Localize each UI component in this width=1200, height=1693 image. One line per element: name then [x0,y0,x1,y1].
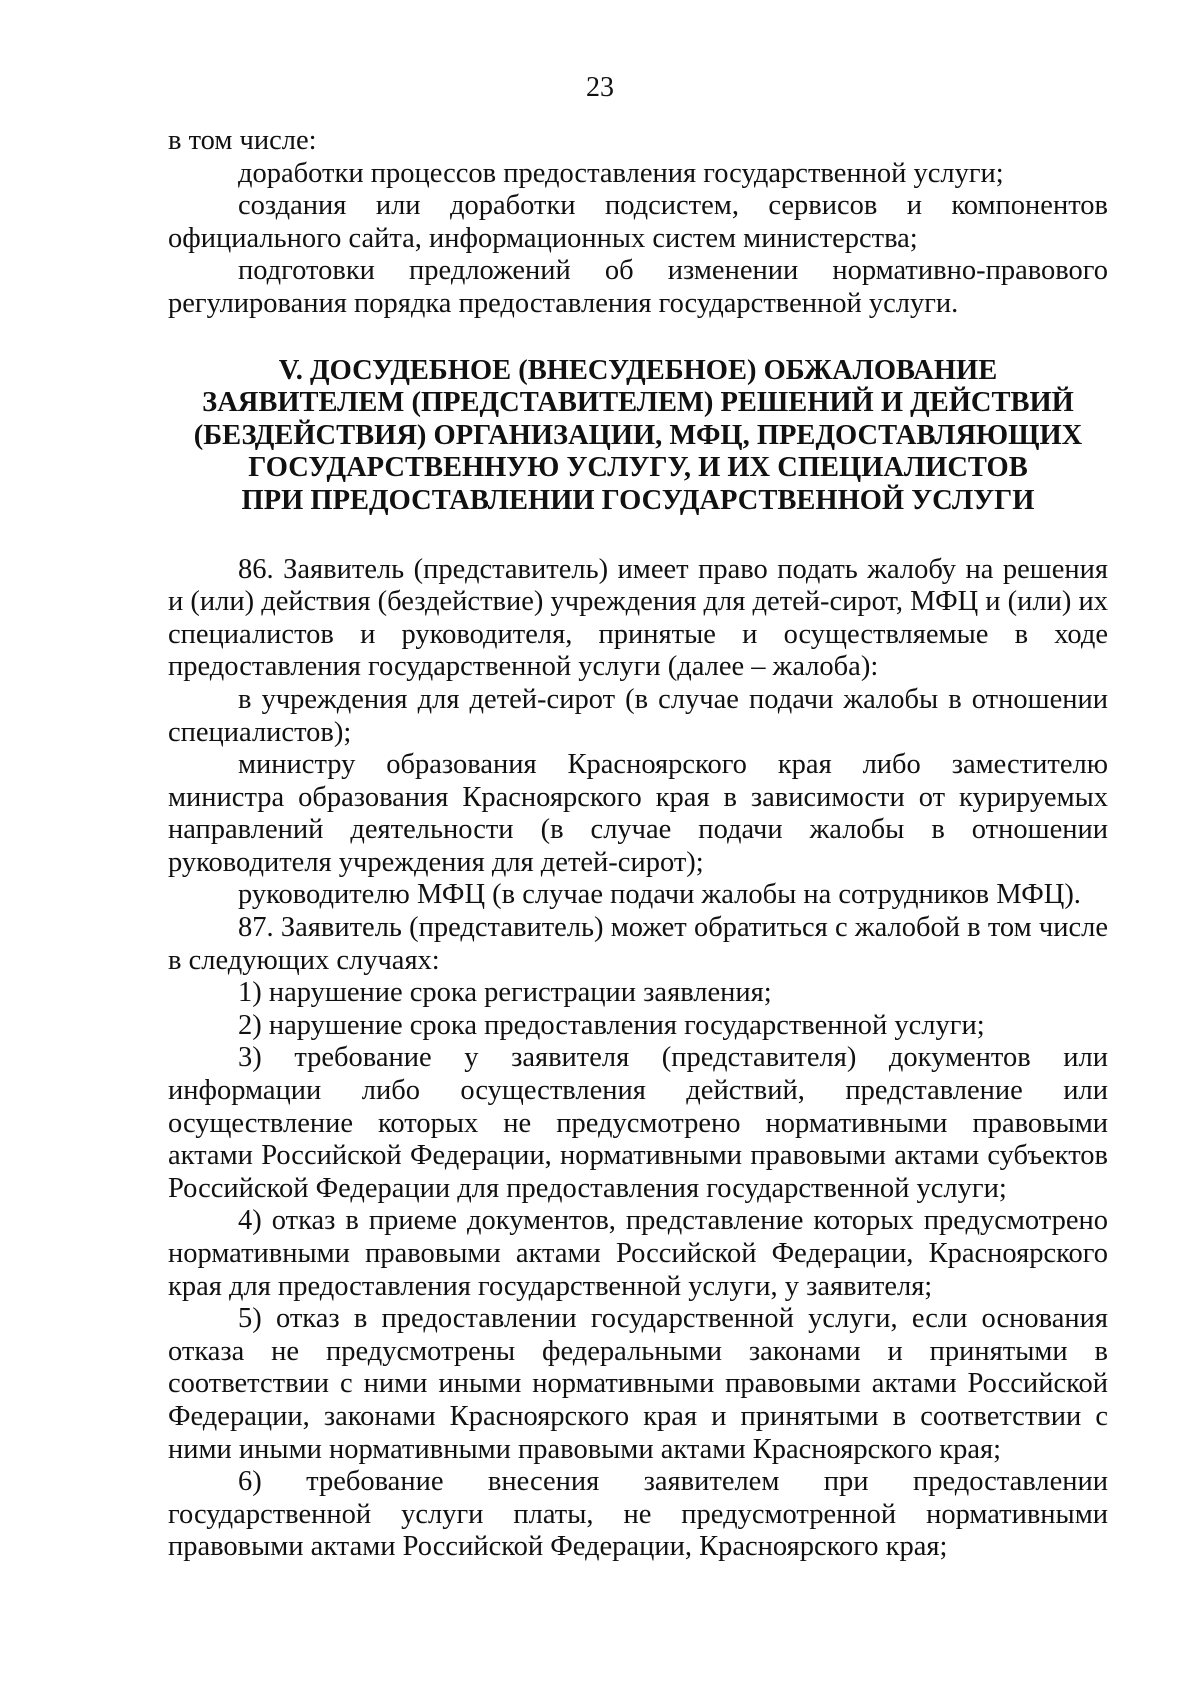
section-heading-line: (БЕЗДЕЙСТВИЯ) ОРГАНИЗАЦИИ, МФЦ, ПРЕДОСТАВЛЯЮЩИХ [193,419,1083,451]
document-body [168,125,1108,1564]
list-item: 3) требование у заявителя (представителя) документов или информации либо осуществления действий, представление или осуществление которых не предусмотрено нормативными правовыми актами Российской Федерации, нормативными правовыми актами субъектов Российской Федерации для предоставления государственной услуги; [168,1042,1108,1204]
paragraph-item: в учреждения для детей-сирот (в случае подачи жалобы в отношении специалистов); [168,683,1108,748]
paragraph-item: министру образования Красноярского края либо заместителю министра образования Красноярского края в зависимости от курируемых направлений деятельности (в случае подачи жалобы в отношении руководителя учреждения для детей-сирот); [168,749,1108,878]
section-heading-line: ГОСУДАРСТВЕННУЮ УСЛУГУ, И ИХ СПЕЦИАЛИСТОВ [248,452,1028,484]
list-item: 5) отказ в предоставлении государственной услуги, если основания отказа не предусмотрены федеральными законами и принятыми в соответствии с ними иными нормативными правовыми актами Российской Федерации, законами Красноярского края и принятыми в соответствии с ними иными нормативными правовыми актами Красноярского края; [168,1303,1108,1465]
paragraph-item: подготовки предложений об изменении нормативно-правового регулирования порядка предоставления государственной услуги. [168,255,1108,319]
paragraph-intro: в том числе: [168,125,317,156]
paragraph-item: создания или доработки подсистем, сервисов и компонентов официального сайта, информационных систем министерства; [168,190,1108,254]
section-heading-line: ЗАЯВИТЕЛЕМ (ПРЕДСТАВИТЕЛЕМ) РЕШЕНИЙ И ДЕЙСТВИЙ [202,387,1074,419]
list-item: 6) требование внесения заявителем при предоставлении государственной услуги платы, не предусмотренной нормативными правовыми актами Российской Федерации, Красноярского края; [168,1466,1108,1563]
paragraph-item: руководителю МФЦ (в случае подачи жалобы на сотрудников МФЦ). [238,879,1081,911]
list-item: 4) отказ в приеме документов, представление которых предусмотрено нормативными правовыми актами Российской Федерации, Красноярского края для предоставления государственной услуги, у заявителя; [168,1205,1108,1302]
list-item: 1) нарушение срока регистрации заявления; [238,977,772,1009]
section-heading [168,355,1108,518]
list-item: 2) нарушение срока предоставления государственной услуги; [238,1009,985,1041]
paragraph-item: доработки процессов предоставления государственной услуги; [238,157,1004,189]
section-heading-line: V. ДОСУДЕБНОЕ (ВНЕСУДЕБНОЕ) ОБЖАЛОВАНИЕ [278,354,998,386]
section-heading-line: ПРИ ПРЕДОСТАВЛЕНИИ ГОСУДАРСТВЕННОЙ УСЛУГИ [241,484,1035,516]
paragraph-87: 87. Заявитель (представитель) может обратиться с жалобой в том числе в следующих случаях: [168,912,1108,976]
paragraph-86: 86. Заявитель (представитель) имеет право подать жалобу на решения и (или) действия (бездействие) учреждения для детей-сирот, МФЦ и (или) их специалистов и руководителя, принятые и осуществляемые в ходе предоставления государственной услуги (далее – жалоба): [168,553,1108,683]
page-number: 23 [586,72,614,103]
